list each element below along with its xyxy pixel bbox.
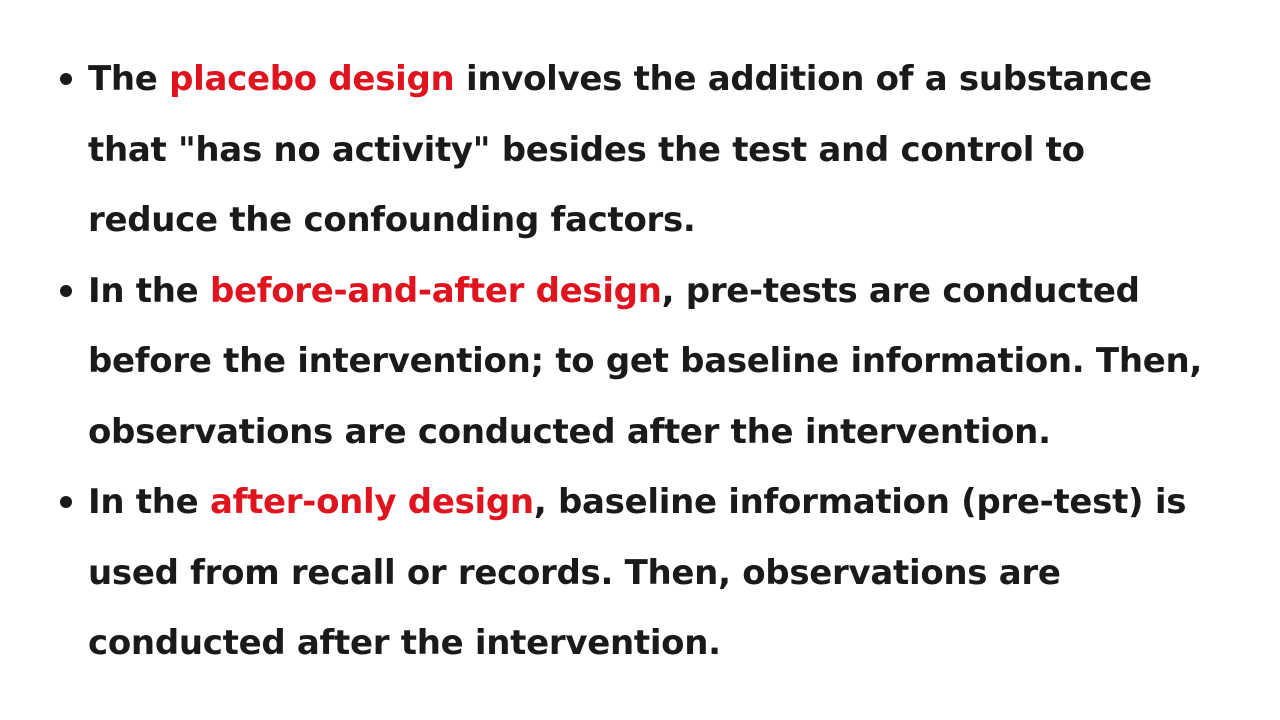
highlight-term: after-only design xyxy=(209,482,534,522)
bullet-dot-icon xyxy=(60,285,72,297)
bullet-text-lead: In the xyxy=(88,270,210,311)
bullet-list xyxy=(60,44,1210,679)
bullet-item-before-and-after-design xyxy=(60,256,1210,468)
bullet-item-after-only-design xyxy=(60,467,1210,679)
bullet-text-lead: In the xyxy=(88,482,210,522)
highlight-term: before-and-after design xyxy=(209,270,662,311)
highlight-term: placebo design xyxy=(169,59,455,99)
bullet-text-body: involves the addition of a substance that "has no activity" besides the test and control to reduce the confounding factors. xyxy=(88,59,1152,240)
bullet-item-placebo-design xyxy=(60,44,1210,256)
bullet-dot-icon xyxy=(60,496,72,508)
bullet-dot-icon xyxy=(60,73,72,85)
bullet-text-lead: The xyxy=(88,59,170,99)
bullet-text-body: , pre-tests are conducted before the intervention; to get baseline information. Then, observations are conducted after the intervention. xyxy=(88,270,1203,452)
bullet-text-body: , baseline information (pre-test) is used from recall or records. Then, observations are conducted after the intervention. xyxy=(88,482,1187,663)
